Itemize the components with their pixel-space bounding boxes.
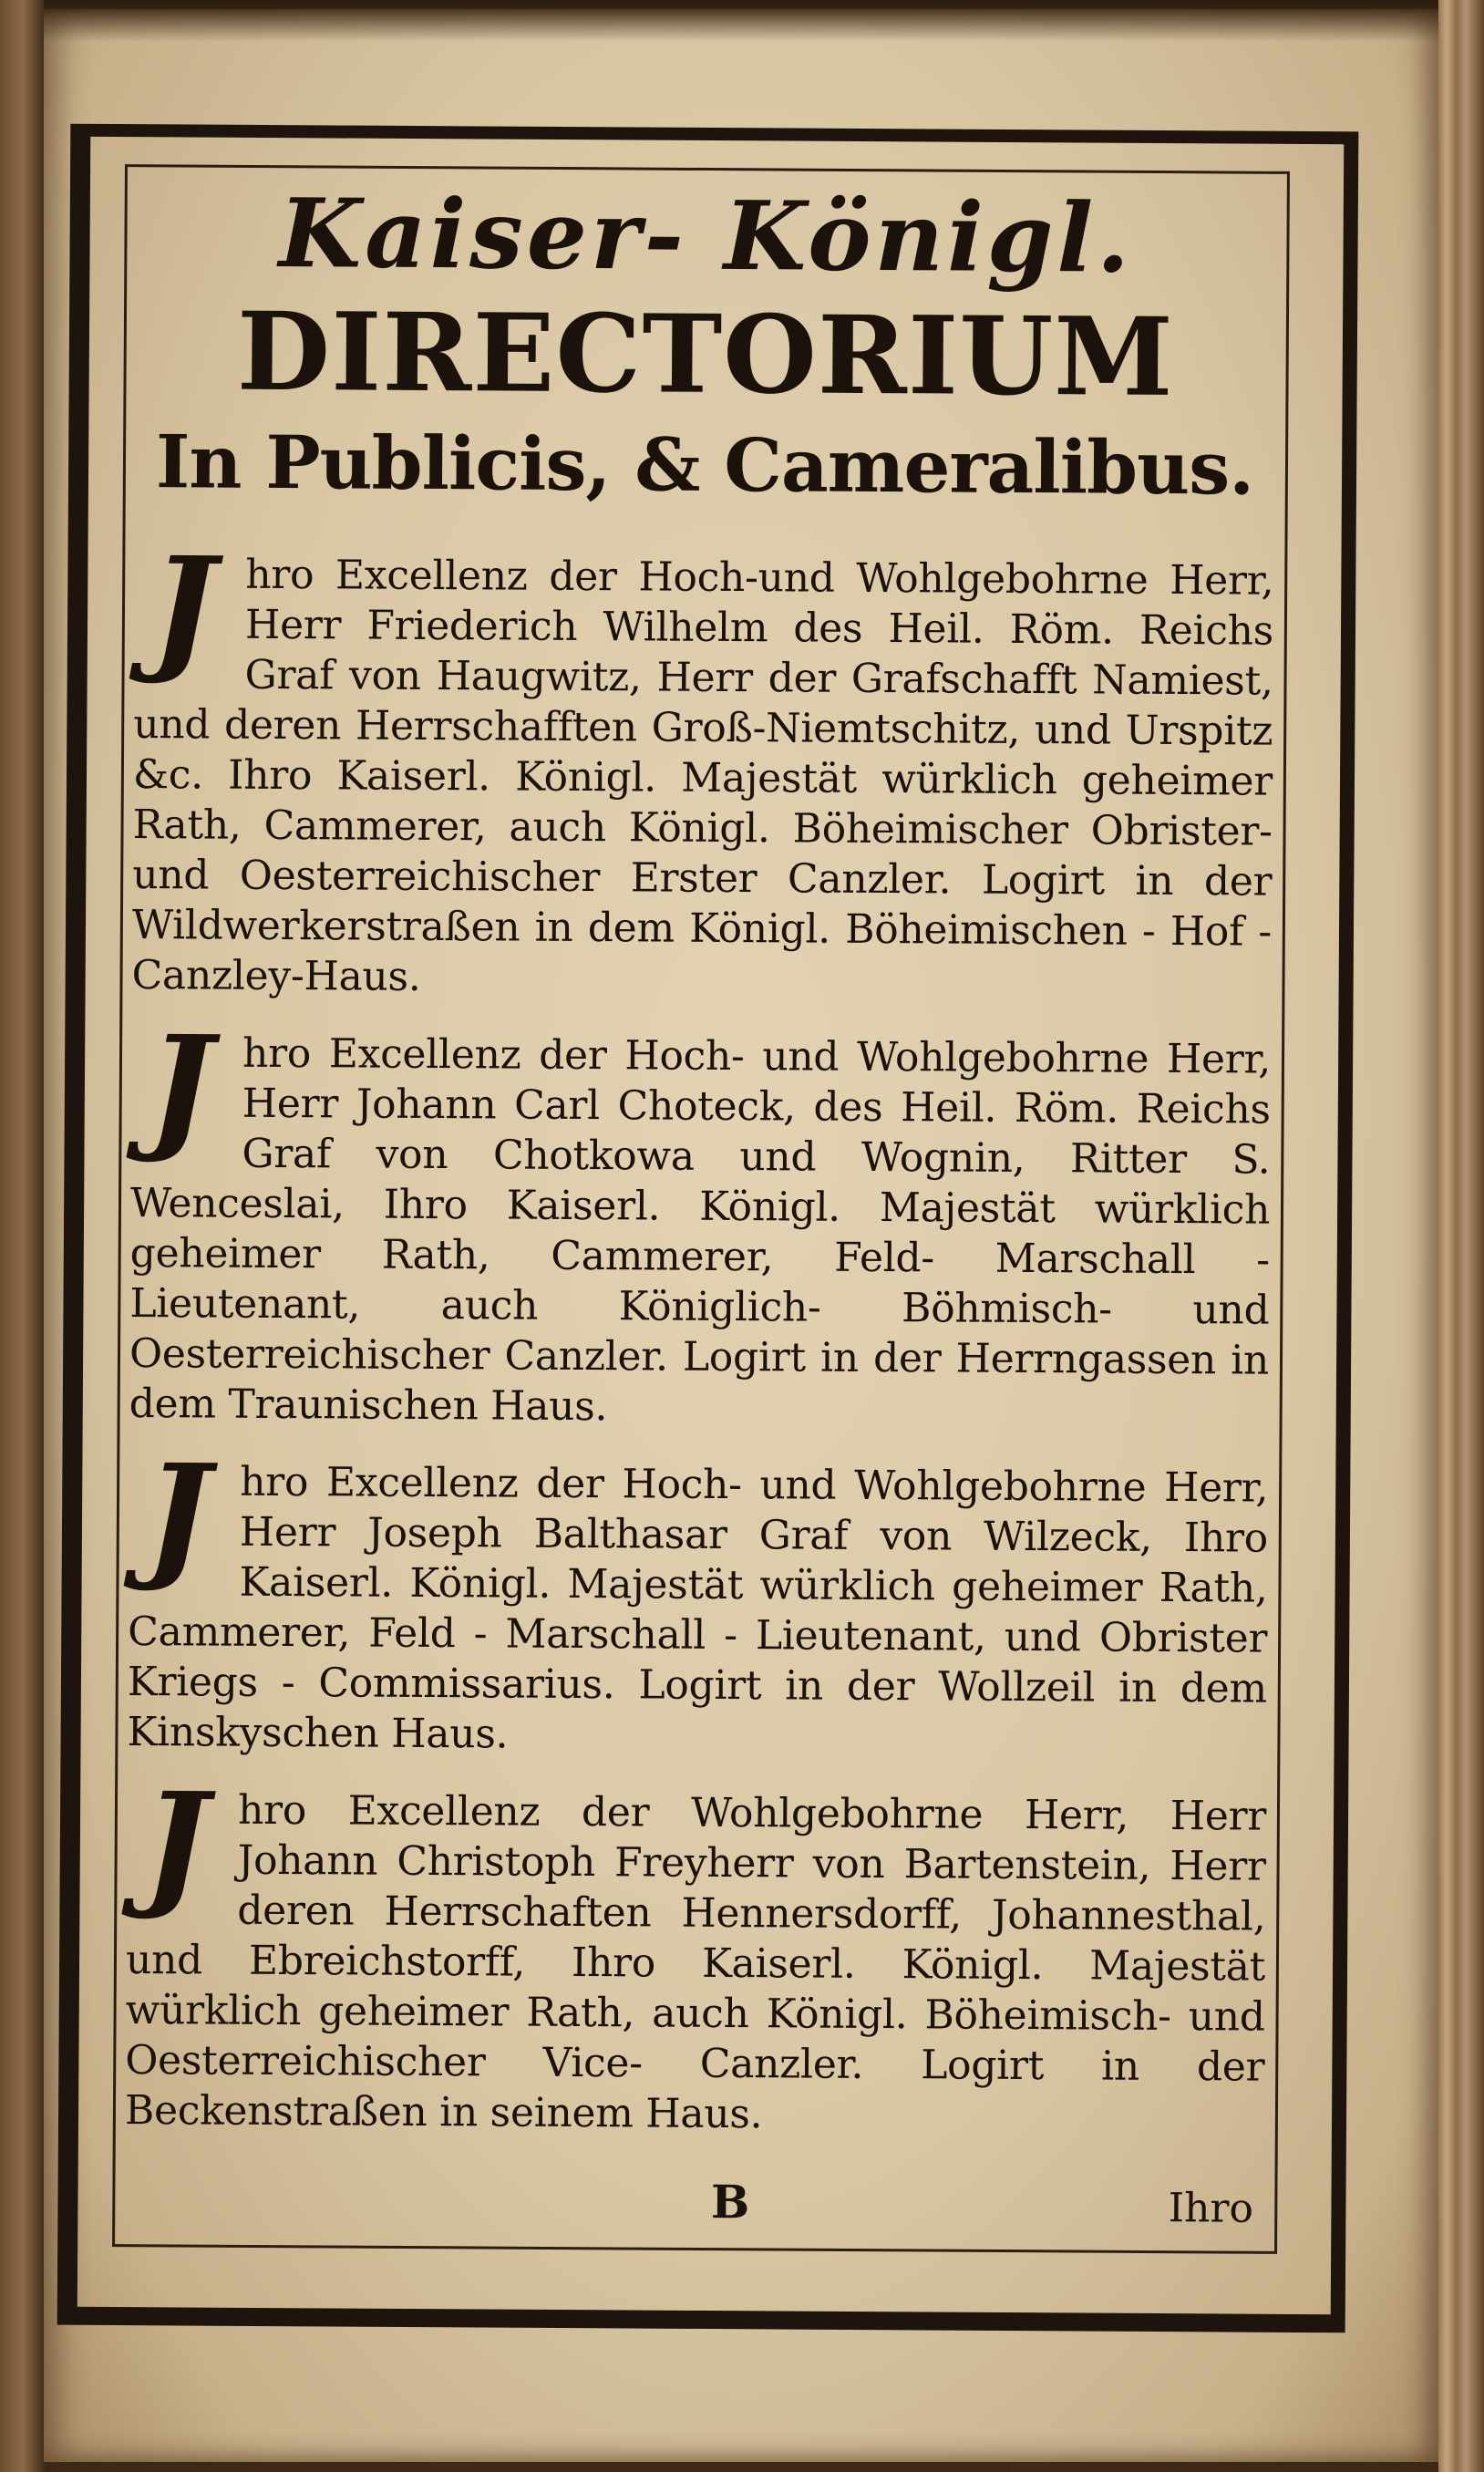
title-line-2: DIRECTORIUM — [236, 287, 1175, 420]
page-content — [125, 173, 1276, 2143]
page-footer — [137, 2171, 1253, 2241]
entry-wilzeck — [127, 1434, 1269, 1764]
entry-text: hro Excellenz der Wohlgebohrne Herr, Herr Johann Christoph Freyherr von Bartenstein, Herr deren Herrschaften Hennersdorff, Johannesthal, und Ebreichstorff, Ihro Kaiserl. Königl. Majestät würklich geheimer Rath, auch Königl. Böheimisch- und Oesterreichischer Vice- Canzler. Logirt in der Beckenstraßen in seinem Haus. — [124, 1786, 1267, 2138]
drop-cap-initial: J — [150, 527, 216, 688]
page-top-shadow — [44, 0, 1438, 42]
entry-text: hro Excellenz der Hoch- und Wohlgebohrne Herr, Herr Johann Carl Choteck, des Heil. Röm. Reichs Graf von Chotkowa und Wognin, Ritter S. Wenceslai, Ihro Kaiserl. Königl. Majestät würklich geheimer Rath, Cammerer, Feld- Marschall - Lieutenant, auch Königlich- Böhmisch- und Oesterreichischer Canzler. Logirt in der Herrngassen in dem Traunischen Haus. — [129, 1029, 1272, 1431]
title-line-1: Kaiser- Königl. — [278, 176, 1134, 295]
page-edges-right — [1438, 0, 1484, 2472]
left-page-edge — [0, 0, 46, 2472]
entry-choteck — [129, 1006, 1272, 1436]
drop-cap-initial: J — [142, 1763, 209, 1924]
entry-haugwitz — [131, 527, 1274, 1008]
entry-bartenstein — [124, 1763, 1267, 2143]
entry-text: hro Excellenz der Hoch-und Wohlgebohrne Herr, Herr Friederich Wilhelm des Heil. Röm. Reichs Graf von Haugwitz, Herr der Grafschafft Namiest, und deren Herrschafften Groß-Niemtschitz, und Urspitz &c. Ihro Kaiserl. Königl. Majestät würklich geheimer Rath, Cammerer, auch Königl. Böheimischer Obrister- und Oesterreichischer Erster Canzler. Logirt in der Wildwerkerstraßen in dem Königl. Böheimischen - Hof - Canzley-Haus. — [131, 551, 1274, 1000]
signature-mark: B — [710, 2175, 750, 2229]
catchword: Ihro — [1168, 2185, 1254, 2232]
entry-text: hro Excellenz der Hoch- und Wohlgebohrne Herr, Herr Joseph Balthasar Graf von Wilzeck, Ihro Kaiserl. Königl. Majestät würklich geheimer Rath, Cammerer, Feld - Marschall - Lieutenant, und Obrister Kriegs - Commissarius. Logirt in der Wollzeil in dem Kinskyschen Haus. — [127, 1458, 1269, 1758]
drop-cap-initial: J — [145, 1434, 211, 1596]
drop-cap-initial: J — [148, 1006, 213, 1167]
title-line-3: In Publicis, & Cameralibus. — [155, 419, 1254, 512]
